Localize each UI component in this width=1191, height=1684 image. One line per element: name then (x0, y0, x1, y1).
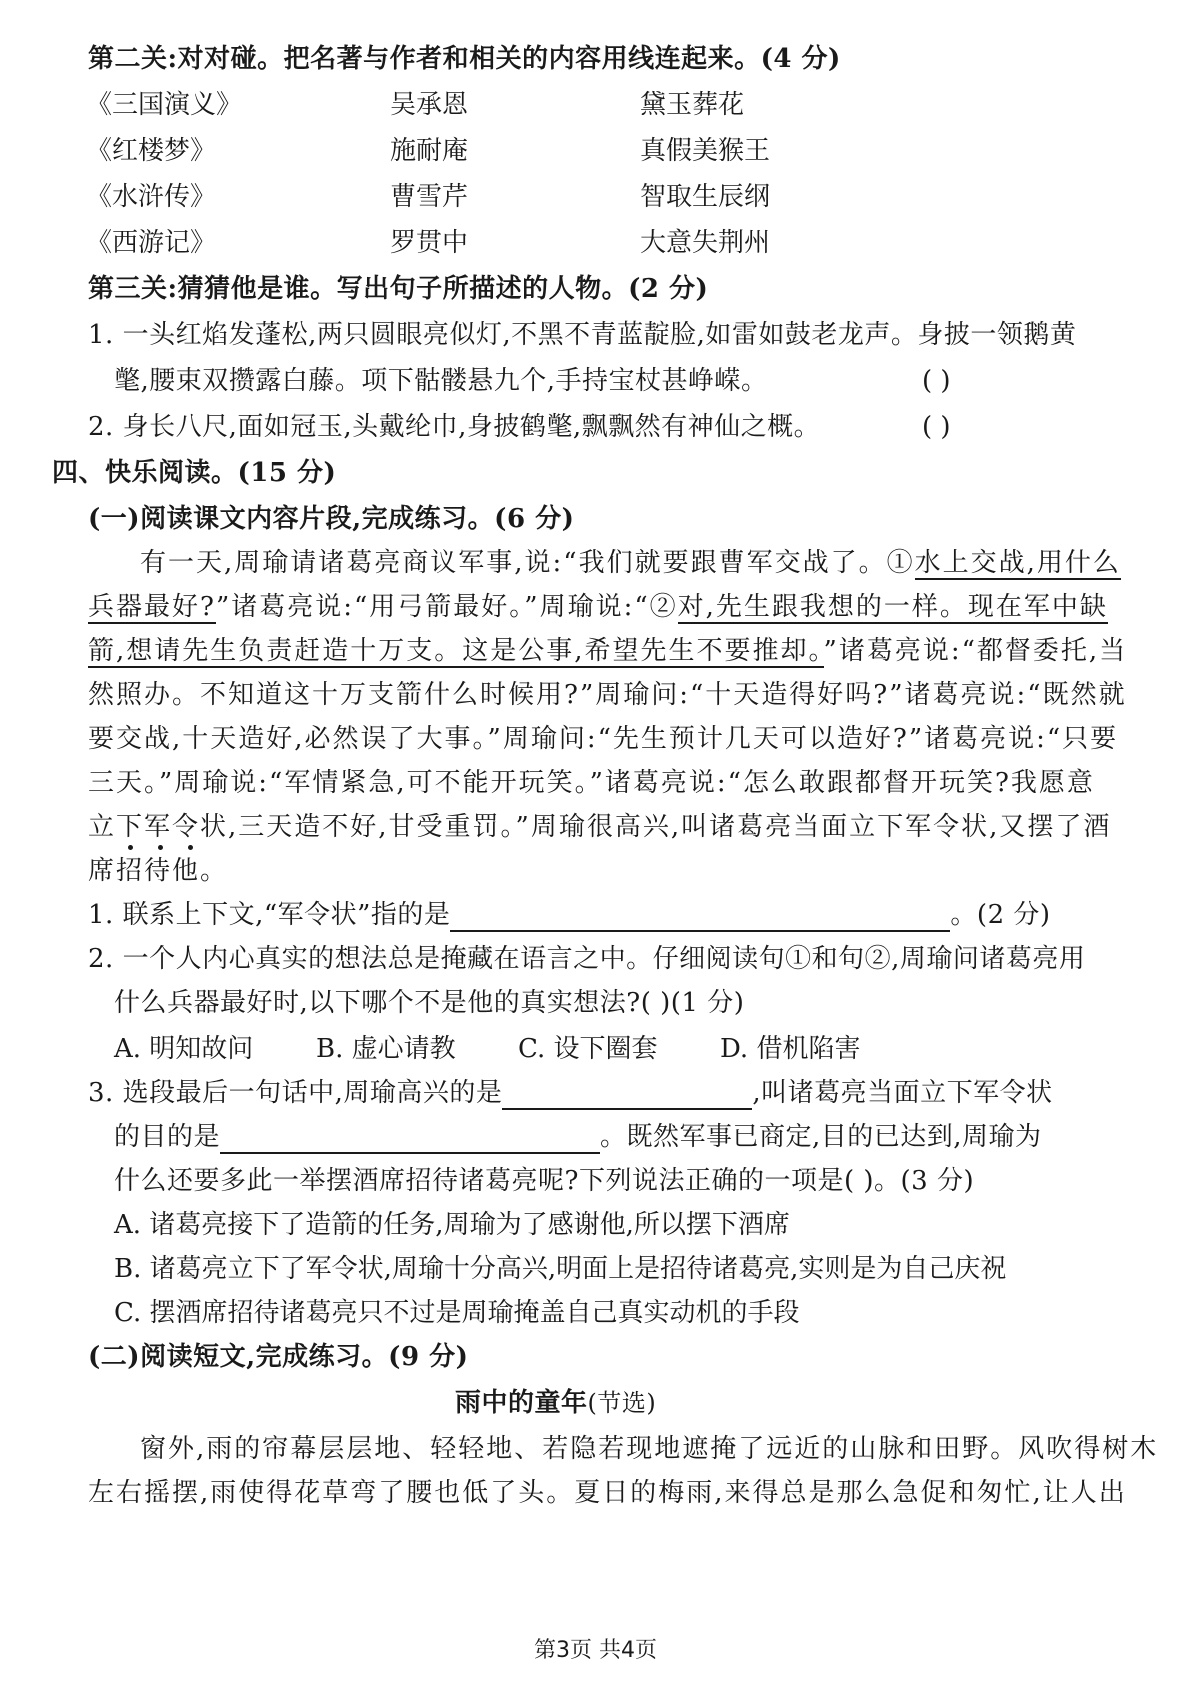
book-title: 《三国演义》 (86, 90, 243, 120)
option-a[interactable]: A. 诸葛亮接下了造箭的任务,周瑜为了感谢他,所以摆下酒席 (114, 1210, 790, 1240)
option-b[interactable]: B. 诸葛亮立下了军令状,周瑜十分高兴,明面上是招待诸葛亮,实则是为自己庆祝 (114, 1254, 1007, 1284)
story-content: 黛玉葬花 (640, 90, 745, 120)
question-text: 1. 联系上下文,“军令状”指的是 (88, 900, 451, 930)
underlined-sentence-1: 水上交战,用什么 (914, 548, 1121, 578)
question-text: 的目的是 (114, 1122, 221, 1152)
passage-line: 三天。”周瑜说:“军情紧急,可不能开玩笑。”诸葛亮说:“怎么敢跟都督开玩笑?我愿意 (88, 768, 1095, 798)
question-text: 。(2 分) (950, 900, 1051, 930)
question-text: 2. 一个人内心真实的想法总是掩藏在语言之中。仔细阅读句①和句②,周瑜问诸葛亮用 (88, 944, 1086, 974)
emphasis-dot (158, 845, 163, 850)
book-title: 《西游记》 (86, 228, 217, 258)
question-text: 什么还要多此一举摆酒席招待诸葛亮呢?下列说法正确的一项是( )。(3 分) (114, 1166, 975, 1196)
question-text: 什么兵器最好时,以下哪个不是他的真实想法?( )(1 分) (114, 988, 745, 1018)
story-line: 窗外,雨的帘幕层层地、轻轻地、若隐若现地遮掩了远近的山脉和田野。风吹得树木 (140, 1434, 1159, 1464)
section3-title: 第三关:猜猜他是谁。写出句子所描述的人物。(2 分) (88, 274, 709, 304)
answer-blank[interactable] (220, 1126, 600, 1154)
option-a[interactable]: A. 明知故问 (114, 1034, 254, 1064)
story-line: 左右摇摆,雨使得花草弯了腰也低了头。夏日的梅雨,来得总是那么急促和匆忙,让人出 (88, 1478, 1127, 1508)
story-content: 真假美猴王 (640, 136, 771, 166)
book-title: 《水浒传》 (86, 182, 217, 212)
author-name: 曹雪芹 (390, 182, 469, 212)
question-text: 1. 一头红焰发蓬松,两只圆眼亮似灯,不黑不青蓝靛脸,如雷如鼓老龙声。身披一领鹅黄 (88, 320, 1077, 350)
question-3-line2 (114, 1120, 1042, 1154)
question-text: 2. 身长八尺,面如冠玉,头戴纶巾,身披鹤氅,飘飘然有神仙之概。 (88, 412, 821, 442)
answer-blank[interactable] (502, 1082, 752, 1110)
passage-text: 有一天,周瑜请诸葛亮商议军事,说:“我们就要跟曹军交战了。① (140, 548, 915, 578)
question-text: 3. 选段最后一句话中,周瑜高兴的是 (88, 1078, 503, 1108)
question-text: 。既然军事已商定,目的已达到,周瑜为 (600, 1122, 1042, 1152)
question-1 (88, 898, 1051, 932)
question-3 (88, 1076, 1053, 1110)
section2-title: 第二关:对对碰。把名著与作者和相关的内容用线连起来。(4 分) (88, 44, 841, 74)
page-footer: 第3页 共4页 (534, 1638, 657, 1663)
passage-line (140, 546, 1121, 580)
passage-line: 要交战,十天造好,必然误了大事。”周瑜问:“先生预计几天可以造好?”诸葛亮说:“只要 (88, 724, 1119, 754)
part4-title: 四、快乐阅读。(15 分) (52, 458, 337, 488)
underlined-sentence-2: 箭,想请先生负责赶造十万支。这是公事,希望先生不要推却。 (88, 636, 824, 666)
answer-blank[interactable] (450, 904, 950, 932)
answer-paren[interactable]: ( ) (922, 366, 951, 396)
story-title-text: 雨中的童年 (455, 1388, 588, 1418)
option-d[interactable]: D. 借机陷害 (720, 1034, 861, 1064)
passage-line: 席招待他。 (88, 856, 229, 886)
option-b[interactable]: B. 虚心请教 (316, 1034, 456, 1064)
author-name: 罗贯中 (390, 228, 469, 258)
option-c[interactable]: C. 设下圈套 (518, 1034, 658, 1064)
book-title: 《红楼梦》 (86, 136, 217, 166)
sub2-title: (二)阅读短文,完成练习。(9 分) (88, 1342, 469, 1372)
passage-text: ”诸葛亮说:“都督委托,当 (823, 636, 1128, 666)
sub1-title: (一)阅读课文内容片段,完成练习。(6 分) (88, 504, 575, 534)
underlined-sentence-1: 兵器最好? (88, 592, 216, 622)
passage-line: 然照办。不知道这十万支箭什么时候用?”周瑜问:“十天造得好吗?”诸葛亮说:“既然就 (88, 680, 1127, 710)
passage-line (88, 634, 1127, 668)
passage-line (88, 590, 1108, 624)
author-name: 吴承恩 (390, 90, 469, 120)
answer-paren[interactable]: ( ) (922, 412, 951, 442)
passage-line: 立下军令状,三天造不好,甘受重罚。”周瑜很高兴,叫诸葛亮当面立下军令状,又摆了酒 (88, 812, 1112, 842)
question-text: ,叫诸葛亮当面立下军令状 (752, 1078, 1053, 1108)
emphasis-dot (128, 845, 133, 850)
passage-text: ”诸葛亮说:“用弓箭最好。”周瑜说:“② (215, 592, 678, 622)
underlined-sentence-2: 对,先生跟我想的一样。现在军中缺 (677, 592, 1108, 622)
story-title (455, 1386, 656, 1420)
story-subtitle: (节选) (587, 1389, 657, 1417)
emphasis-dot (188, 845, 193, 850)
story-content: 大意失荆州 (640, 228, 771, 258)
question-text: 氅,腰束双攒露白藤。项下骷髅悬九个,手持宝杖甚峥嵘。 (114, 366, 768, 396)
author-name: 施耐庵 (390, 136, 469, 166)
story-content: 智取生辰纲 (640, 182, 771, 212)
option-c[interactable]: C. 摆酒席招待诸葛亮只不过是周瑜掩盖自己真实动机的手段 (114, 1298, 800, 1328)
